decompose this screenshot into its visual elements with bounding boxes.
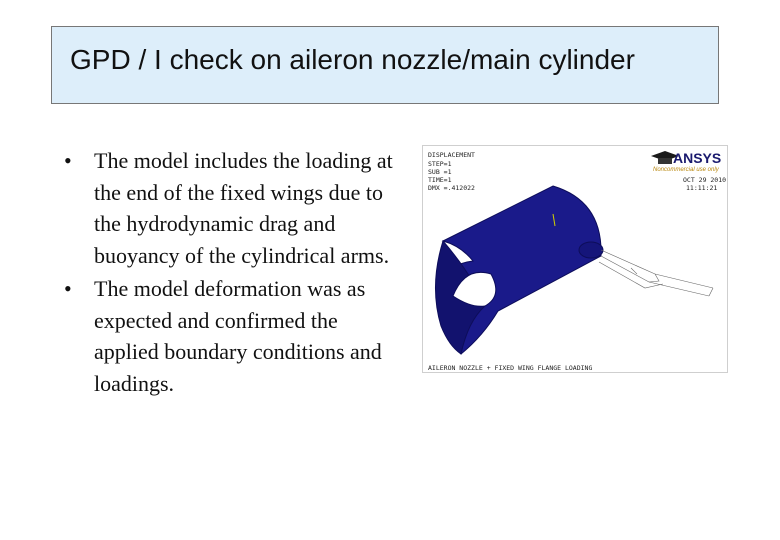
ansys-logo: ANSYS	[673, 150, 722, 166]
bullet-item	[64, 145, 394, 271]
ansys-figure	[422, 145, 728, 373]
slide-title: GPD / I check on aileron nozzle/main cylinder	[70, 44, 635, 75]
title-box	[51, 26, 719, 104]
ansys-logo-tagline: Noncommercial use only	[653, 167, 719, 173]
fig-header-line: DMX =.412022	[428, 184, 475, 192]
bullet-text: The model includes the loading at the end of the fixed wings due to the hydrodynamic drag and buoyancy of the cylindrical arms.	[94, 148, 393, 268]
bullet-text: The model deformation was as expected and confirmed the applied boundary conditions and loadings.	[94, 276, 382, 396]
fig-time: 11:11:21	[686, 184, 718, 192]
fixed-wing-wireframe	[599, 250, 713, 296]
fig-header-line: TIME=1	[428, 176, 452, 184]
fig-header-line: SUB =1	[428, 168, 452, 176]
bullet-dot: •	[64, 276, 72, 301]
fem-model-render	[423, 146, 727, 372]
bullet-dot: •	[64, 148, 72, 173]
fig-header-line: STEP=1	[428, 160, 452, 168]
fig-caption: AILERON NOZZLE + FIXED WING FLANGE LOADING	[428, 364, 593, 372]
fig-date: OCT 29 2010	[683, 176, 727, 184]
cylinder-model	[435, 186, 603, 354]
bullet-list	[64, 145, 394, 401]
fig-header-line: DISPLACEMENT	[428, 151, 475, 159]
bullet-item	[64, 273, 394, 399]
